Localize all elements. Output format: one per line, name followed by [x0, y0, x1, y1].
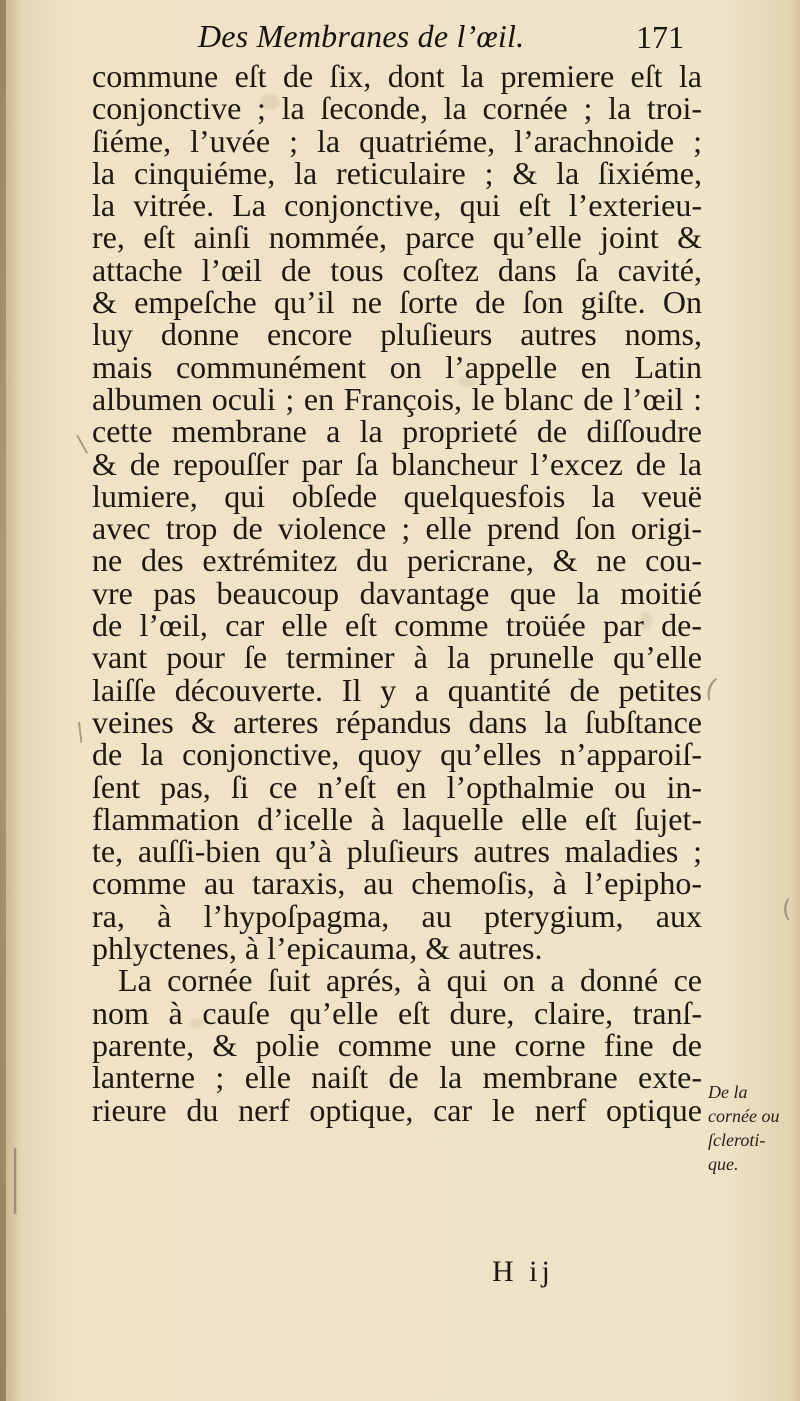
text-line: vre pas beaucoup davantage que la moitié [92, 574, 702, 611]
running-title: Des Membranes de l’œil. [198, 18, 525, 54]
text-line: lumiere, qui obſede quelquesfois la veuë [92, 477, 702, 514]
text-line: cette membrane a la proprieté de diſſoudre [92, 413, 702, 450]
ink-edge-mark: | [10, 1139, 21, 1216]
ink-tick-mark: ( [782, 895, 792, 923]
text-line: ne des extrémitez du pericrane, & ne cou- [92, 542, 702, 579]
marginal-line: que. [708, 1154, 739, 1174]
text-line: ſiéme, l’uvée ; la quatriéme, l’arachnoide ; [92, 122, 702, 159]
paper-stain [640, 612, 652, 630]
paper-stain [260, 94, 280, 110]
text-line: la vitrée. La conjonctive, qui eſt l’exterieu- [92, 187, 702, 224]
ink-tick-mark: / [70, 717, 90, 747]
text-line: parente, & polie comme une corne fine de [92, 1026, 702, 1063]
text-line: te, auſſi-bien qu’à pluſieurs autres maladies ; [92, 833, 702, 870]
text-line: phlyctenes, à l’epicauma, & autres. [92, 930, 543, 967]
binding-edge [0, 0, 6, 1401]
text-line: conjonctive ; la ſeconde, la cornée ; la troi- [92, 90, 702, 127]
text-line: ra, à l’hypoſpagma, au pterygium, aux [92, 897, 702, 934]
marginal-note [708, 1080, 798, 1176]
text-line: de la conjonctive, quoy qu’elles n’apparoiſ- [92, 736, 702, 773]
text-line: nom à cauſe qu’elle eſt dure, claire, tranſ- [92, 994, 702, 1031]
text-line: comme au taraxis, au chemoſis, à l’epipho- [92, 865, 702, 902]
ink-tick-mark: ( [701, 673, 721, 705]
text-line: flammation d’icelle à laquelle elle eſt ſujet- [92, 800, 702, 837]
text-line: ſent pas, ſi ce n’eſt en l’opthalmie ou in- [92, 768, 702, 805]
signature-mark: H ij [492, 1255, 554, 1288]
marginal-line: cornée ou [708, 1106, 780, 1126]
text-line: mais communément on l’appelle en Latin [92, 348, 702, 385]
ink-tick-mark: \ [75, 429, 89, 459]
text-line: laiſſe découverte. Il y a quantité de petites [92, 671, 702, 708]
text-line: vant pour ſe terminer à la prunelle qu’elle [92, 639, 702, 676]
main-text [92, 60, 702, 1126]
page-number: 171 [636, 19, 684, 55]
text-line: & empeſche qu’il ne ſorte de ſon giſte. On [92, 284, 702, 321]
text-line: veines & arteres répandus dans la ſubſtance [92, 703, 702, 740]
text-line: lanterne ; elle naiſt de la membrane exte- [92, 1059, 702, 1096]
text-line: la cinquiéme, la reticulaire ; & la ſixiéme, [92, 154, 702, 191]
text-line: de l’œil, car elle eſt comme troüée par de- [92, 607, 702, 644]
text-line: avec trop de violence ; elle prend ſon origi- [92, 510, 702, 547]
text-line: re, eſt ainſi nommée, parce qu’elle joint & [92, 219, 702, 256]
paper-stain [458, 375, 476, 387]
text-line: La cornée ſuit aprés, à qui on a donné ce [118, 962, 702, 999]
paper-stain [190, 1018, 204, 1028]
text-line: luy donne encore pluſieurs autres noms, [92, 316, 702, 353]
text-line: attache l’œil de tous coſtez dans ſa cavité, [92, 251, 702, 288]
text-line: & de repouſſer par ſa blancheur l’excez de la [92, 445, 702, 482]
text-line: commune eſt de ſix, dont la premiere eſt la [92, 58, 702, 94]
text-line: rieure du nerf optique, car le nerf optique [92, 1091, 702, 1128]
text-line-albumen: albumen oculi ; en François, le blanc de l’œil : [92, 380, 702, 417]
marginal-line: De la [708, 1082, 748, 1102]
marginal-line: ſcleroti- [708, 1130, 766, 1150]
